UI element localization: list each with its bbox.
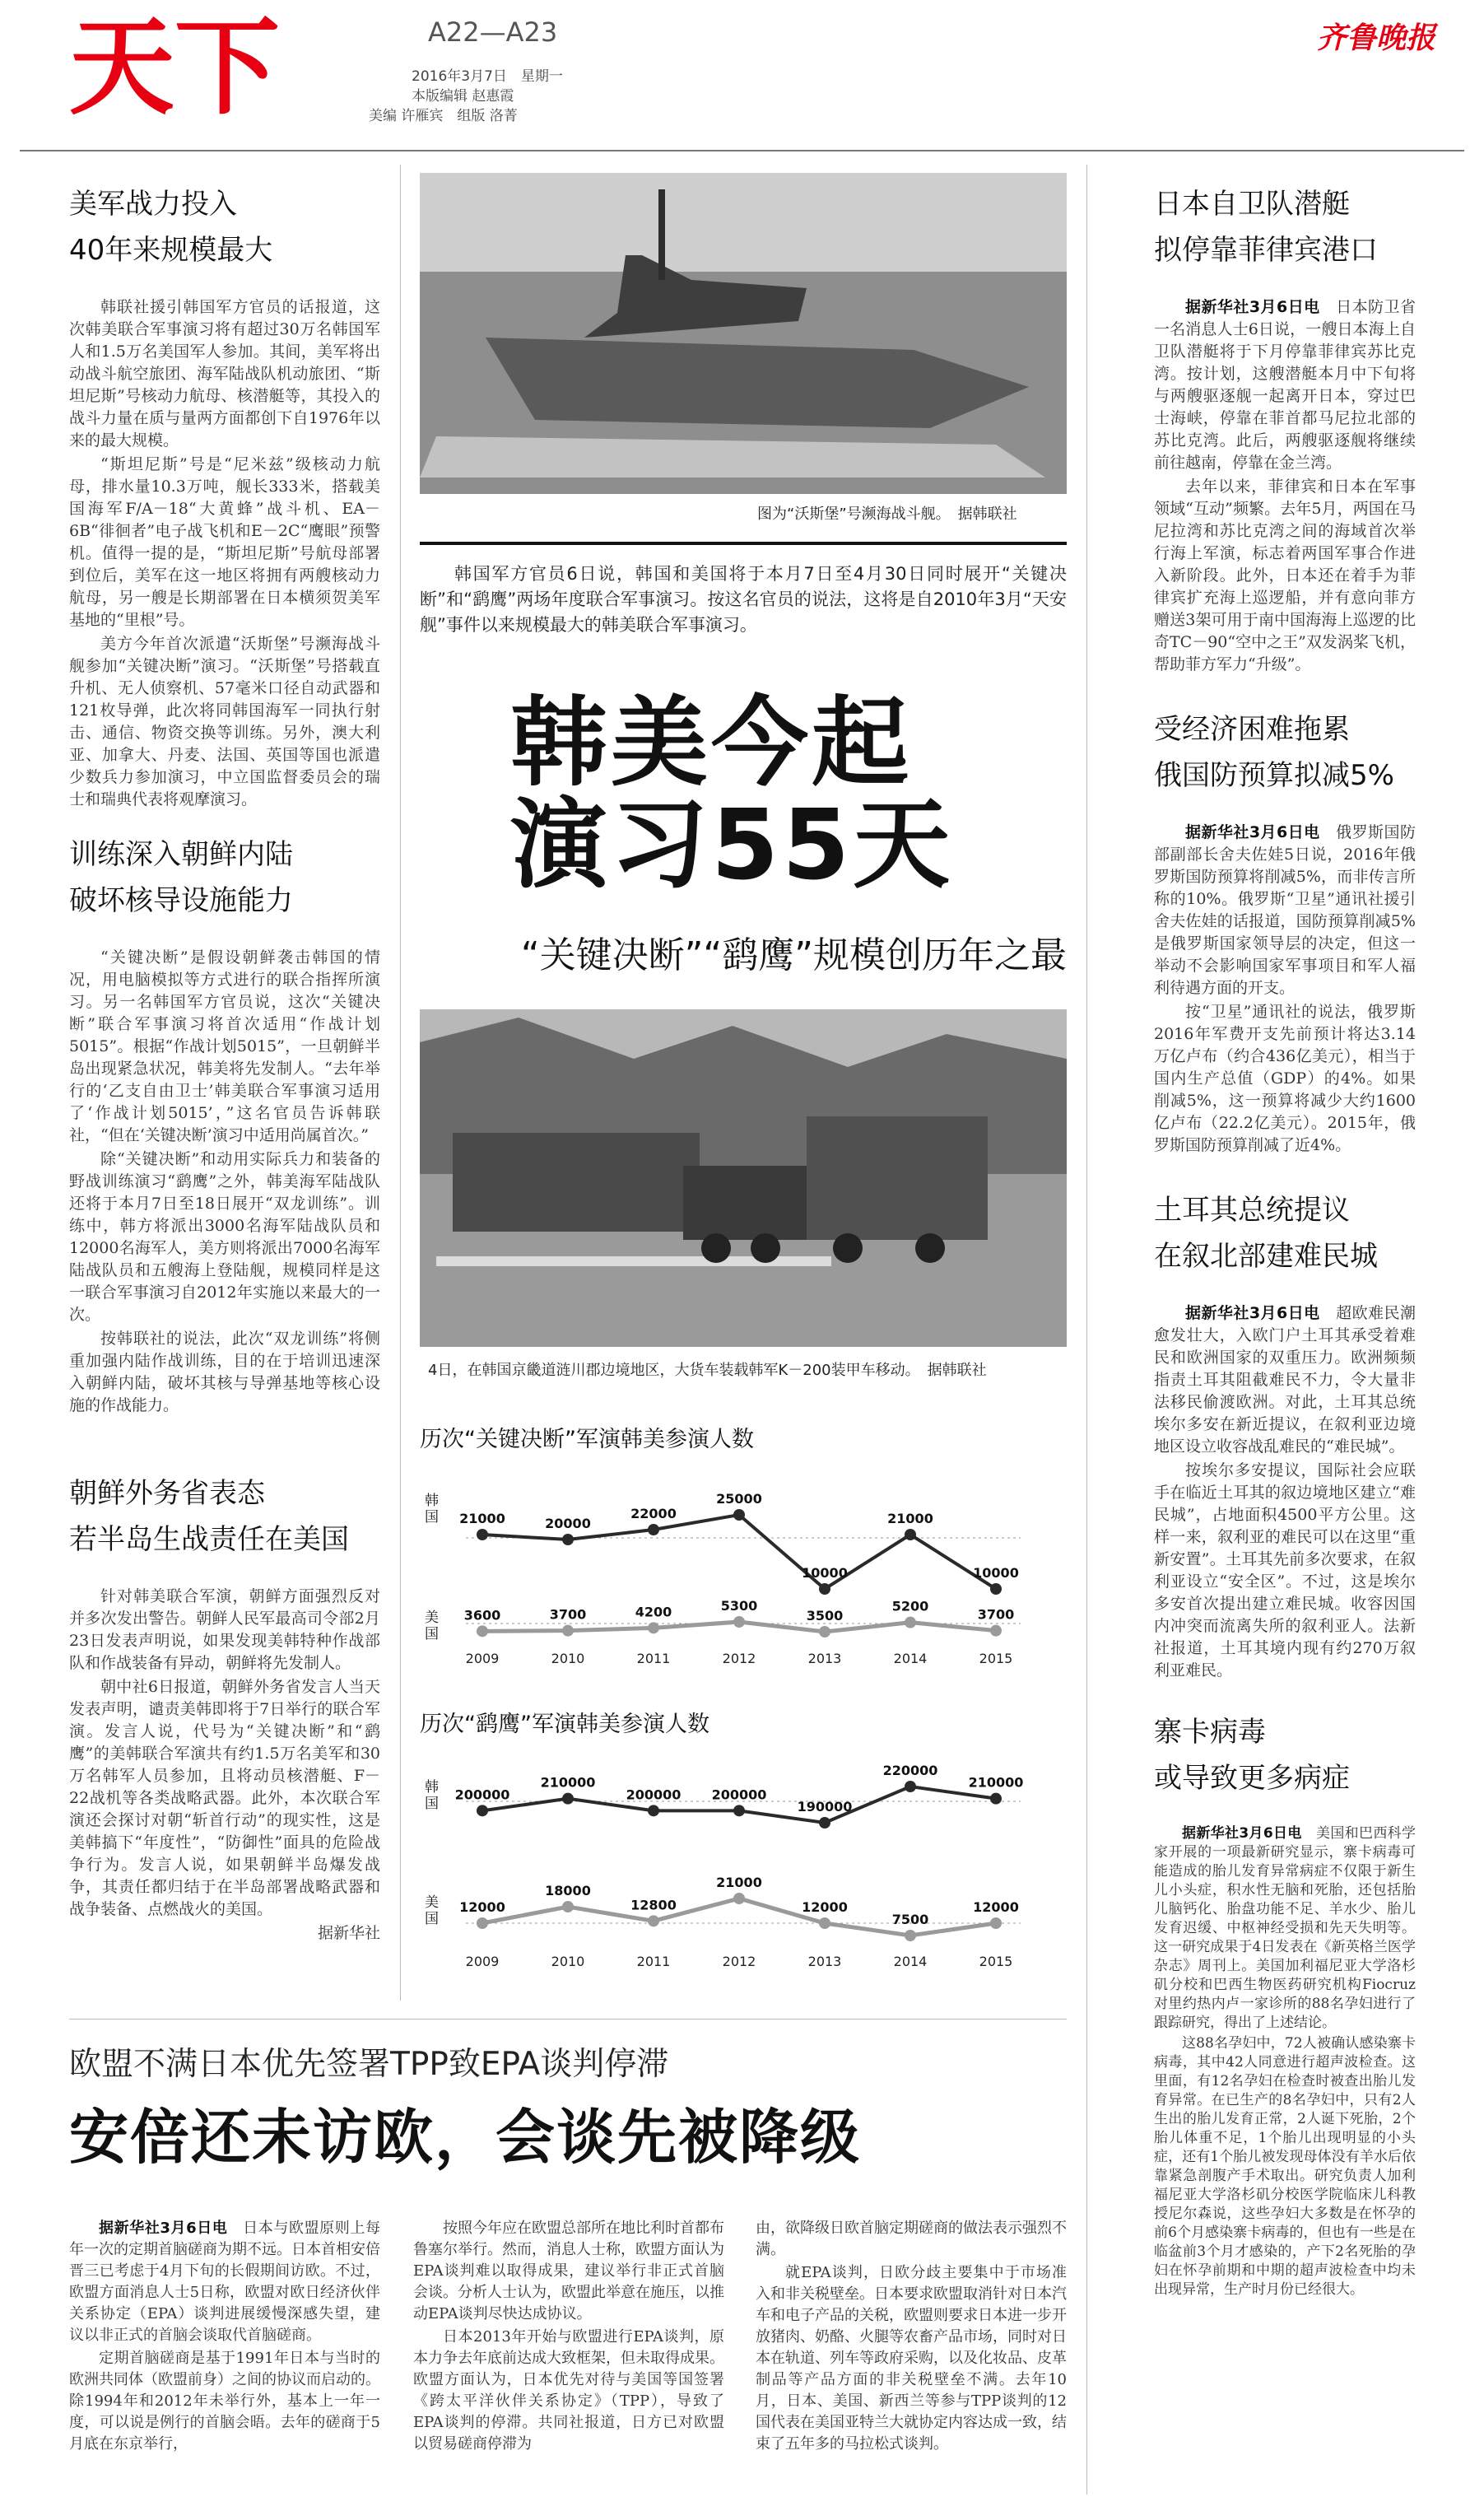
paragraph: 去年以来，菲律宾和日本在军事领域“互动”频繁。去年5月，两国在马尼拉湾和苏比克湾之间的海域首次举行海上军演，标志着两国军事合作进入新阶段。此外，日本还在着手为菲律宾扩充海上巡逻船，并有意向菲方赠送3架可用于南中国海海上巡逻的比奇TC－90“空中之王”双发涡桨飞机，帮助菲方军力“升级”。 xyxy=(1154,478,1416,673)
x-tick-label: 2009 xyxy=(465,1954,500,1969)
lead-paragraph xyxy=(420,542,1067,640)
article-title-2: 或导致更多病症 xyxy=(1154,1762,1350,1795)
article-body xyxy=(69,947,380,1417)
sub-headline: “关键决断”“鹞鹰”规模创历年之最 xyxy=(520,934,1067,976)
column-divider xyxy=(1086,165,1087,2495)
right-article-3 xyxy=(1154,1187,1416,1684)
article-body xyxy=(1154,822,1416,1157)
data-point xyxy=(562,1793,574,1805)
data-point xyxy=(648,1622,659,1633)
paragraph: 据新华社3月6日电 俄罗斯国防部副部长舍夫佐娃5日说，2016年俄罗斯国防预算将削减5%，而非传言所称的10%。俄罗斯“卫星”通讯社援引舍夫佐娃的话报道，国防预算削减5%是俄罗斯国家领导层的决定，但这一举动不会影响国家军事项目和军人福利待遇方面的开支。 xyxy=(1154,823,1416,997)
data-label: 5300 xyxy=(720,1598,758,1614)
data-point xyxy=(733,1893,745,1904)
paragraph: 定期首脑磋商是基于1991年日本与当时的欧洲共同体（欧盟前身）之间的协议而启动的。除1994年和2012年未举行外，基本上一年一度，可以说是例行的首脑会晤。去年的磋商于5月底在东京举行， xyxy=(69,2350,380,2453)
paragraph: 由，欲降级日欧首脑定期磋商的做法表示强烈不满。 xyxy=(756,2220,1067,2258)
x-tick-label: 2014 xyxy=(893,1651,928,1666)
header-rule xyxy=(20,150,1464,151)
data-point xyxy=(819,1917,830,1929)
data-label: 210000 xyxy=(540,1774,596,1791)
article-byline: 据新华社3月6日电 xyxy=(1185,298,1320,316)
data-label: 22000 xyxy=(630,1506,677,1521)
article-title-2: 破坏核导设施能力 xyxy=(69,884,293,917)
right-article-2 xyxy=(1154,706,1416,1158)
data-point xyxy=(905,1617,916,1628)
page-date: 2016年3月7日 星期一 xyxy=(412,68,563,85)
x-tick-label: 2009 xyxy=(465,1651,500,1666)
x-tick-label: 2011 xyxy=(636,1954,671,1969)
data-point xyxy=(819,1817,830,1829)
article-title: 土耳其总统提议 xyxy=(1154,1194,1350,1227)
chart-title: 历次“鹞鹰”军演韩美参演人数 xyxy=(420,1712,709,1737)
article-body xyxy=(69,296,380,811)
series-label-char: 国 xyxy=(425,1911,439,1927)
article-byline: 据新华社3月6日电 xyxy=(99,2220,228,2237)
series-label-char: 国 xyxy=(425,1796,439,1812)
chart-key-resolve xyxy=(420,1465,1067,1671)
data-label: 210000 xyxy=(968,1774,1024,1791)
bottom-kicker: 欧盟不满日本优先签署TPP致EPA谈判停滞 xyxy=(69,2046,669,2083)
brand-logo: 齐鲁晚报 xyxy=(1317,21,1436,55)
data-point xyxy=(648,1915,659,1926)
data-label: 10000 xyxy=(973,1565,1019,1581)
article-title-2: 俄国防预算拟减5% xyxy=(1154,759,1394,792)
series-label-char: 国 xyxy=(425,1626,439,1642)
data-point xyxy=(905,1930,916,1941)
main-headline xyxy=(510,686,1004,901)
data-label: 4200 xyxy=(635,1604,672,1620)
paragraph: “斯坦尼斯”号是“尼米兹”级核动力航母，排水量10.3万吨，舰长333米，搭载美国海军F/A－18“大黄蜂”战斗机、EA－6B“徘徊者”电子战飞机和E－2C“鹰眼”预警机。值得一提的是，“斯坦尼斯”号航母部署到位后，美军在这一地区将拥有两艘核动力航母，另一艘是长期部署在日本横须贺美军基地的“里根”号。 xyxy=(69,455,380,629)
left-article-1 xyxy=(69,181,380,813)
data-point xyxy=(648,1805,659,1816)
photo-warship xyxy=(420,173,1067,494)
paragraph: 据新华社3月6日电 日本与欧盟原则上每年一次的定期首脑磋商为期不远。日本首相安倍晋三已考虑于4月下旬的长假期间访欧。不过，欧盟方面消息人士5日称，欧盟对欧日经济伙伴关系协定（EPA）谈判进展缓慢深感失望，建议以非正式的首脑会谈取代首脑磋商。 xyxy=(69,2220,381,2344)
right-article-4 xyxy=(1154,1709,1416,2301)
series-label-char: 国 xyxy=(425,1509,439,1526)
paragraph: 按“卫星”通讯社的说法，俄罗斯2016年军费开支先前预计将达3.14万亿卢布（约合436亿美元），相当于国内生产总值（GDP）的4%。如果削减5%，这一预算将减少大约1600亿卢布（22.2亿美元）。2015年，俄罗斯国防预算削减了近4%。 xyxy=(1154,1003,1416,1154)
paragraph: “关键决断”是假设朝鲜袭击韩国的情况，用电脑模拟等方式进行的联合指挥所演习。另一名韩国军方官员说，这次“关键决断”联合军事演习将首次适用“作战计划5015”。根据“作战计划5015”，一旦朝鲜半岛出现紧急状况，韩美将先发制人。“去年举行的‘乙支自由卫士’韩美联合军事演习适用了‘作战计划5015’，”这名官员告诉韩联社，“但在‘关键决断’演习中适用尚属首次。” xyxy=(69,948,380,1144)
data-label: 20000 xyxy=(545,1516,591,1531)
article-title: 朝鲜外务省表态 xyxy=(69,1477,265,1510)
data-label: 12000 xyxy=(459,1899,505,1915)
data-point xyxy=(562,1534,574,1545)
series-label-char: 美 xyxy=(425,1894,439,1911)
x-tick-label: 2013 xyxy=(807,1954,842,1969)
column-divider xyxy=(400,165,401,2001)
paragraph: 针对韩美联合军演，朝鲜方面强烈反对并多次发出警告。朝鲜人民军最高司令部2月23日发表声明说，如果发现美韩特种作战部队和作战装备有异动，朝鲜将先发制人。 xyxy=(69,1587,380,1672)
bottom-headline: 安倍还未访欧，会谈先被降级 xyxy=(69,2103,862,2172)
paragraph: 韩联社援引韩国军方官员的话报道，这次韩美联合军事演习将有超过30万名韩国军人和1.5万名美国军人参加。其间，美军将出动战斗航空旅团、海军陆战队机动旅团、“斯坦尼斯”号核动力航母、核潜艇等，其投入的战斗力量在质与量两方面都创下自1976年以来的最大规模。 xyxy=(69,298,380,450)
series-label-char: 韩 xyxy=(425,1779,439,1796)
photo-caption: 图为“沃斯堡”号濒海战斗舰。 据韩联社 xyxy=(757,505,1017,523)
paragraph: 按埃尔多安提议，国际社会应联手在临近土耳其的叙边境地区建立“难民城”，占地面积4500平方公里。这样一来，叙利亚的难民可以在这里“重新安置”。土耳其先前多次要求，在叙利亚设立“安全区”。不过，这是埃尔多安首次提出建立难民城。收容因国内冲突而流离失所的叙利亚人。法新社报道，土耳其境内现有约270万叙利亚难民。 xyxy=(1154,1461,1416,1679)
data-point xyxy=(562,1625,574,1637)
photo-caption: 4日，在韩国京畿道涟川郡边境地区，大货车装载韩军K－200装甲车移动。 据韩联社 xyxy=(428,1362,987,1379)
bottom-rule xyxy=(69,2019,1067,2020)
page-range: A22—A23 xyxy=(428,16,558,48)
article-byline: 据新华社3月6日电 xyxy=(1185,1304,1320,1322)
data-label: 220000 xyxy=(882,1763,938,1778)
headline-line-2: 演习55天 xyxy=(510,788,954,901)
paragraph: 朝中社6日报道，朝鲜外务省发言人当天发表声明，谴责美韩即将于7日举行的联合军演。发言人说，代号为“关键决断”和“鹞鹰”的美韩联合军演共有约1.5万名美军和30万名韩军人员参加，且将动员核潜艇、F－22战机等各类战略武器。此外，本次联合军演还会探讨对朝“斩首行动”的现实性，这是美韩搞下“年度性”，“防御性”面具的危险战争行为。发言人说，如果朝鲜半岛爆发战争，其责任都归结于在半岛部署战略武器和战争装备、点燃战火的美国。 xyxy=(69,1678,380,1918)
data-label: 190000 xyxy=(797,1799,853,1815)
x-tick-label: 2012 xyxy=(722,1651,756,1666)
data-point xyxy=(648,1524,659,1535)
left-article-3 xyxy=(69,1470,380,1945)
data-label: 21000 xyxy=(459,1511,505,1526)
bottom-col-1 xyxy=(69,2218,380,2457)
masthead-section-title xyxy=(69,12,341,119)
x-tick-label: 2013 xyxy=(807,1651,842,1666)
article-byline: 据新华社3月6日电 xyxy=(1182,1825,1302,1842)
data-point xyxy=(733,1616,745,1628)
chart-title: 历次“关键决断”军演韩美参演人数 xyxy=(420,1427,754,1452)
data-point xyxy=(990,1625,1002,1637)
data-label: 200000 xyxy=(711,1787,767,1803)
x-tick-label: 2010 xyxy=(551,1954,585,1969)
x-tick-label: 2015 xyxy=(979,1651,1013,1666)
warship-illustration xyxy=(420,173,1067,494)
article-title-2: 在叙北部建难民城 xyxy=(1154,1240,1378,1273)
data-point xyxy=(477,1805,488,1816)
paragraph: 除“关键决断”和动用实际兵力和装备的野战训练演习“鹞鹰”之外，韩美海军陆战队还将于本月7日至18日展开“双龙训练”。训练中，韩方将派出3000名海军陆战队员和12000名海军人，美方则将派出7000名海军陆战队员和五艘海上登陆舰，规模同样是这一联合军事演习自2012年实施以来最大的一次。 xyxy=(69,1150,380,1324)
photo-armored-vehicle xyxy=(420,1009,1067,1347)
data-label: 200000 xyxy=(454,1787,510,1803)
x-tick-label: 2012 xyxy=(722,1954,756,1969)
article-title: 寨卡病毒 xyxy=(1154,1716,1266,1749)
armored-vehicle-illustration xyxy=(420,1009,1067,1347)
data-point xyxy=(733,1805,745,1816)
series-label xyxy=(425,1779,439,1812)
article-source: 据新华社 xyxy=(317,1924,380,1942)
bottom-col-3 xyxy=(756,2218,1067,2457)
data-point xyxy=(905,1781,916,1792)
data-label: 12000 xyxy=(802,1899,848,1915)
section-title-text: 天下 xyxy=(69,12,281,119)
data-point xyxy=(990,1917,1002,1929)
left-article-2 xyxy=(69,832,380,1419)
data-label: 18000 xyxy=(545,1883,591,1898)
paragraph: 这88名孕妇中，72人被确认感染寨卡病毒，其中42人同意进行超声波检查。这里面，有12名孕妇在检查时被查出胎儿发育异常。在已生产的8名孕妇中，只有2人生出的胎儿发育正常，2人诞下死胎，2个胎儿体重不足，1个胎儿出现明显的小头症，还有1个胎儿被发现母体没有羊水后依靠紧急剖腹产手术取出。研究负责人加利福尼亚大学洛杉矶分校医学院临床儿科教授尼尔森说，这些孕妇大多数是在怀孕的前6个月感染寨卡病毒的，但也有一些是在临盆前3个月才感染的，产下2名死胎的孕妇在怀孕前期和中期的超声波检查中均未出现异常，生产时月份已经很大。 xyxy=(1154,2035,1416,2298)
data-point xyxy=(733,1509,745,1521)
chart-foal-eagle xyxy=(420,1750,1067,1973)
section-title-logo xyxy=(69,12,341,119)
article-byline: 据新华社3月6日电 xyxy=(1185,823,1320,841)
data-label: 25000 xyxy=(716,1491,762,1507)
series-label xyxy=(425,1894,439,1927)
data-point xyxy=(819,1583,830,1595)
paragraph: 日本2013年开始与欧盟进行EPA谈判，原本力争去年底前达成大致框架，但未取得成果。欧盟方面认为，日本优先对待与美国等国签署《跨太平洋伙伴关系协定》（TPP），导致了EPA谈判的停滞。共同社报道，日方已对欧盟以贸易磋商停滞为 xyxy=(413,2328,724,2453)
data-label: 7500 xyxy=(891,1912,929,1927)
data-point xyxy=(477,1625,488,1637)
data-label: 3500 xyxy=(806,1608,844,1624)
page-design: 美编 许雁宾 组版 洛菁 xyxy=(369,108,518,124)
article-body xyxy=(1154,296,1416,676)
data-point xyxy=(819,1626,830,1638)
x-tick-label: 2015 xyxy=(979,1954,1013,1969)
data-label: 12000 xyxy=(973,1899,1019,1915)
paragraph: 据新华社3月6日电 日本防卫省一名消息人士6日说，一艘日本海上自卫队潜艇将于下月停靠菲律宾苏比克湾。按计划，这艘潜艇本月中下旬将与两艘驱逐舰一起离开日本，穿过巴士海峡，停靠在菲首都马尼拉北部的苏比克湾。此后，两艘驱逐舰将继续前往越南，停靠在金兰湾。 xyxy=(1154,298,1416,472)
paragraph: 就EPA谈判，日欧分歧主要集中于市场准入和非关税壁垒。日本要求欧盟取消针对日本汽车和电子产品的关税，欧盟则要求日本进一步开放猪肉、奶酪、火腿等农畜产品市场，同时对日本在轨道、列车等政府采购，以及化妆品、皮革制品等产品方面的非关税壁垒不满。去年10月，日本、美国、新西兰等参与TPP谈判的12国代表在美国亚特兰大就协定内容达成一致，结束了五年多的马拉松式谈判。 xyxy=(756,2264,1067,2453)
data-label: 3700 xyxy=(977,1606,1015,1623)
data-label: 5200 xyxy=(891,1598,929,1614)
data-label: 3700 xyxy=(549,1606,587,1623)
paragraph: 美方今年首次派遣“沃斯堡”号濒海战斗舰参加“关键决断”演习。“沃斯堡”号搭载直升机、无人侦察机、57毫米口径自动武器和121枚导弹，此次将同韩国海军一同执行射击、通信、物资交换等训练。另外，澳大利亚、加拿大、丹麦、法国、英国等国也派遣少数兵力参加演习，中立国监督委员会的瑞士和瑞典代表将观摩演习。 xyxy=(69,635,380,808)
right-article-1 xyxy=(1154,181,1416,678)
data-point xyxy=(477,1529,488,1540)
paragraph: 据新华社3月6日电 美国和巴西科学家开展的一项最新研究显示，寨卡病毒可能造成的胎儿发育异常病症不仅限于新生儿小头症，积水性无脑和死胎，还包括胎儿脑钙化、胎盘功能不足、羊水少、胎儿发育迟缓、中枢神经受损和先天失明等。这一研究成果于4日发表在《新英格兰医学杂志》周刊上。美国加利福尼亚大学洛杉矶分校和巴西生物医药研究机构Fiocruz对里约热内卢一家诊所的88名孕妇进行了跟踪研究，得出了上述结论。 xyxy=(1154,1825,1416,2031)
data-label: 10000 xyxy=(802,1565,848,1581)
article-title: 受经济困难拖累 xyxy=(1154,713,1350,746)
series-label xyxy=(425,1493,439,1526)
page-editor: 本版编辑 赵惠霞 xyxy=(412,88,514,105)
series-label-char: 美 xyxy=(425,1610,439,1626)
data-label: 200000 xyxy=(626,1787,682,1803)
article-title: 训练深入朝鲜内陆 xyxy=(69,838,293,871)
article-title-2: 拟停靠菲律宾港口 xyxy=(1154,234,1378,267)
data-point xyxy=(477,1917,488,1929)
article-body xyxy=(1154,1824,1416,2299)
x-tick-label: 2010 xyxy=(551,1651,585,1666)
data-point xyxy=(562,1901,574,1912)
lead-text: 韩国军方官员6日说，韩国和美国将于本月7日至4月30日同时展开“关键决断”和“鹞鹰”两场年度联合军事演习。按这名官员的说法，这将是自2010年3月“天安舰”事件以来规模最大的韩美联合军事演习。 xyxy=(420,564,1067,635)
bottom-col-2 xyxy=(413,2218,724,2457)
data-point xyxy=(990,1583,1002,1595)
series-label xyxy=(425,1610,439,1642)
data-label: 21000 xyxy=(887,1511,933,1526)
article-body xyxy=(69,1586,380,1945)
data-label: 12800 xyxy=(630,1897,677,1913)
paragraph: 按照今年应在欧盟总部所在地比利时首都布鲁塞尔举行。然而，消息人士称，欧盟方面认为EPA谈判难以取得成果，建议举行非正式首脑会谈。分析人士认为，欧盟此举意在施压，以推动EPA谈判尽快达成协议。 xyxy=(413,2220,724,2322)
data-label: 3600 xyxy=(463,1607,501,1624)
series-label-char: 韩 xyxy=(425,1493,439,1509)
data-point xyxy=(990,1793,1002,1805)
data-label: 21000 xyxy=(716,1875,762,1890)
x-tick-label: 2011 xyxy=(636,1651,671,1666)
x-tick-label: 2014 xyxy=(893,1954,928,1969)
data-point xyxy=(905,1529,916,1540)
headline-line-1: 韩美今起 xyxy=(510,686,913,799)
article-title-2: 若半岛生战责任在美国 xyxy=(69,1523,349,1556)
paragraph: 按韩联社的说法，此次“双龙训练”将侧重加强内陆作战训练，目的在于培训迅速深入朝鲜内陆，破坏其核与导弹基地等核心设施的作战能力。 xyxy=(69,1330,380,1414)
article-title: 日本自卫队潜艇 xyxy=(1154,188,1350,221)
article-body xyxy=(1154,1302,1416,1682)
article-title: 美军战力投入 xyxy=(69,188,237,221)
paragraph: 据新华社3月6日电 超欧难民潮愈发壮大，入欧门户土耳其承受着难民和欧洲国家的双重压力。欧洲频频指责土耳其阻截难民不力，令大量非法移民偷渡欧洲。对此，土耳其总统埃尔多安在新近提议，在叙利亚边境地区设立收容战乱难民的“难民城”。 xyxy=(1154,1304,1416,1456)
article-title-2: 40年来规模最大 xyxy=(69,234,273,267)
